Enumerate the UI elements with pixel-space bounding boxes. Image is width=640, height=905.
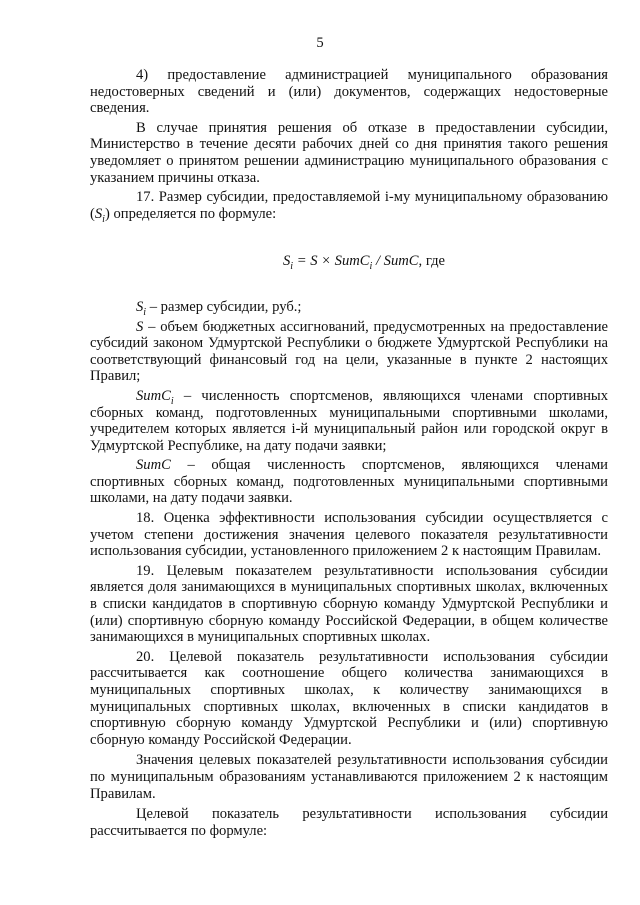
paragraph-18: 18. Оценка эффективности использования субсидии осуществляется с учетом степени достижения значения целевого показателя результативности использования субсидии, установленного приложением 2 к настоящим Правилам. [90,510,608,560]
page-number: 5 [316,35,324,51]
definition-s: S – объем бюджетных ассигнований, предусмотренных на предоставление субсидий законом Удмуртской Республики о бюджете Удмуртской Республики на соответствующий финансовый год на цели, указанные в пункте 2 настоящих Правил; [90,318,608,385]
subsidy-formula: $S_i = S$ × SumC$_i$ / SumC, где [282,253,445,273]
paragraph-17 [90,189,608,225]
document-body [90,67,608,842]
paragraph-item-4: 4) предоставление администрацией муниципального образования недостоверных сведений и (или) документов, содержащих недостоверные сведения. [90,67,608,117]
paragraph-20: 20. Целевой показатель результативности использования субсидии рассчитывается как соотношение общего количества занимающихся в муниципальных спортивных школах, к количеству занимающихся в муниципальных спортивных школах, включенных в списки кандидатов в спортивную сборную команду Удмуртской Республики и (или) спортивную сборную команду Российской Федерации. [90,648,608,748]
paragraph-19: 19. Целевым показателем результативности использования субсидии является доля занимающихся в муниципальных спортивных школах, включенных в списки кандидатов в спортивную сборную команду Удмуртской Республики и (или) спортивную сборную команду Российской Федерации, в общем количестве занимающихся в муниципальных спортивных школах. [90,562,608,646]
paragraph-refusal-notice: В случае принятия решения об отказе в предоставлении субсидии, Министерство в течение десяти рабочих дней со дня принятия такого решения уведомляет о принятом решении администрацию муниципального образования с указанием причины отказа. [90,119,608,186]
paragraph-target-formula: Целевой показатель результативности использования субсидии рассчитывается по формуле: [90,806,608,839]
definition-sumci: SumC$_i$ – численность спортсменов, являющихся членами спортивных сборных команд, подготовленных муниципальными спортивными школами, учредителем которых является i-й муниципальный район или городской округ в Удмуртской Республике, на дату подачи заявки; [90,387,608,454]
paragraph-target-values: Значения целевых показателей результативности использования субсидии по муниципальным образованиям устанавливаются приложением 2 к настоящим Правилам. [90,752,608,802]
paragraph-17-tail: ) определяется по формуле: [104,205,277,222]
definition-si: $S_i$ – размер субсидии, руб.; [136,298,302,318]
formula-var-si-inline: $S_i$ [94,205,105,225]
definition-sumc: SumC – общая численность спортсменов, являющихся членами спортивных сборных команд, подготовленных муниципальными спортивными школами, на дату подачи заявки. [90,457,608,507]
paragraph-17-text: 17. Размер субсидии, предоставляемой i-му муниципальному образованию ( [90,189,608,222]
